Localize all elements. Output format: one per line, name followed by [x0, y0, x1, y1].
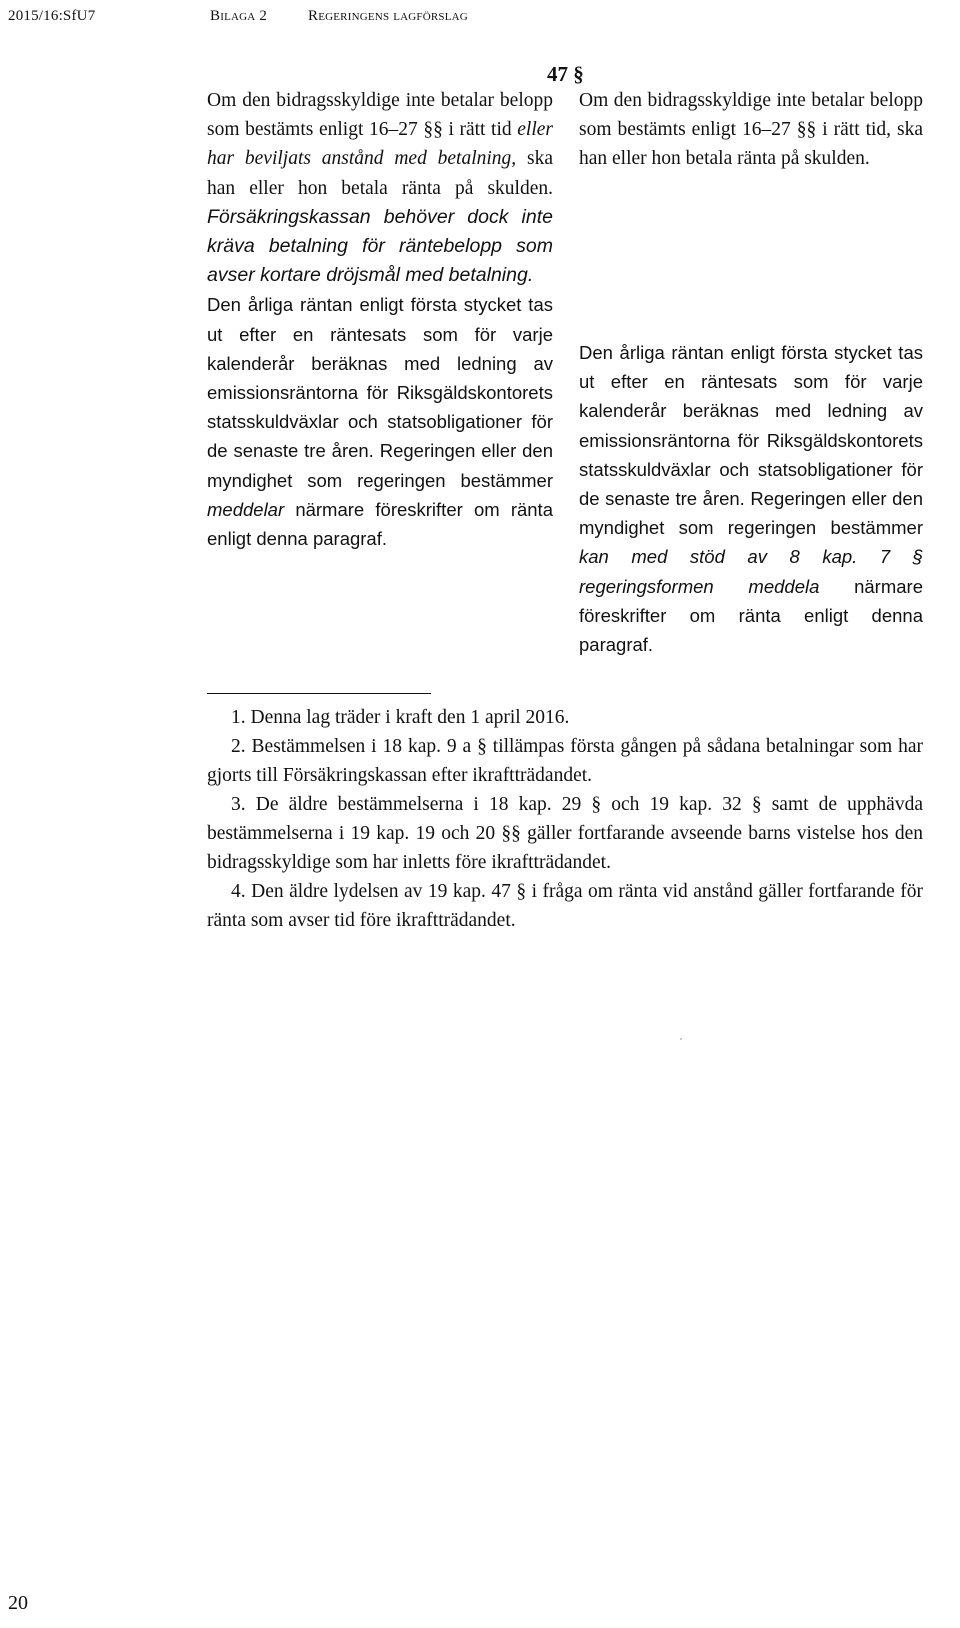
section-heading: 47 § [547, 62, 584, 86]
current-p1-italic-a: eller har beviljats anstånd med betalning, [207, 119, 553, 170]
current-p1-text-a: Om den bidragsskyldige inte betalar belopp som bestämts enligt 16–27 §§ i rätt tid [207, 90, 553, 141]
proposed-p2-text-b: närmare föreskrifter om ränta enligt denna paragraf. [579, 575, 923, 656]
transitional-note: 4. Den äldre lydelsen av 19 kap. 47 § i fråga om ränta vid anstånd gäller fortfarande för ränta som avser tid före ikraftträdandet. [207, 881, 923, 931]
header-title: Regeringens lagförslag [308, 8, 468, 24]
proposed-wording-column [579, 86, 923, 656]
current-wording-column [207, 86, 553, 553]
current-p2-text-a: Den årliga räntan enligt första stycket tas ut efter en räntesats som för varje kalenderår beräknas med ledning av emissionsräntorna för Riksgäldskontorets statsskuldväxlar och statsobligationer för de senaste tre åren. Regeringen eller den myndighet som regeringen bestämmer [207, 294, 553, 491]
proposed-paragraph-1: Om den bidragsskyldige inte betalar belopp som bestämts enligt 16–27 §§ i rätt tid, ska han eller hon betala ränta på skulden. [579, 90, 923, 170]
transitional-note: 3. De äldre bestämmelserna i 18 kap. 29 § och 19 kap. 32 § samt de upphävda bestämmelserna i 19 kap. 19 och 20 §§ gäller fortfarande avseende barns vistelse hos den bidragsskyldige som har inletts före ikraftträdandet. [207, 794, 923, 873]
current-p1-text-b: ska han eller hon betala ränta på skulden. [207, 148, 553, 199]
current-p2-text-b: närmare föreskrifter om ränta enligt denna paragraf. [207, 498, 553, 550]
current-p1-italic-b: Försäkringskassan behöver dock inte kräva betalning för räntebelopp som avser kortare dröjsmål med betalning. [207, 205, 553, 287]
transitional-note: 1. Denna lag träder i kraft den 1 april 2016. [231, 707, 570, 728]
transitional-note: 2. Bestämmelsen i 18 kap. 9 a § tillämpas första gången på sådana betalningar som har gjorts till Försäkringskassan efter ikraftträdandet. [207, 736, 923, 786]
document-id: 2015/16:SfU7 [8, 8, 96, 24]
proposed-paragraph-2 [579, 338, 923, 659]
proposed-p2-text-a: Den årliga räntan enligt första stycket tas ut efter en räntesats som för varje kalenderår beräknas med ledning av emissionsräntorna för Riksgäldskontorets statsskuldväxlar och statsobligationer för de senaste tre åren. Regeringen eller den myndighet som regeringen bestämmer [579, 342, 923, 539]
running-header [8, 8, 952, 34]
page-number: 20 [8, 1592, 28, 1614]
current-paragraph-1 [207, 86, 553, 290]
scan-speck [680, 1038, 682, 1040]
appendix-label: Bilaga 2 [210, 8, 268, 24]
transitional-provisions [207, 703, 923, 935]
current-paragraph-2 [207, 290, 553, 553]
current-p2-italic: meddelar [207, 498, 285, 520]
proposed-p2-italic: kan med stöd av 8 kap. 7 § regeringsformen meddela [579, 546, 923, 597]
separator-rule [207, 693, 431, 694]
